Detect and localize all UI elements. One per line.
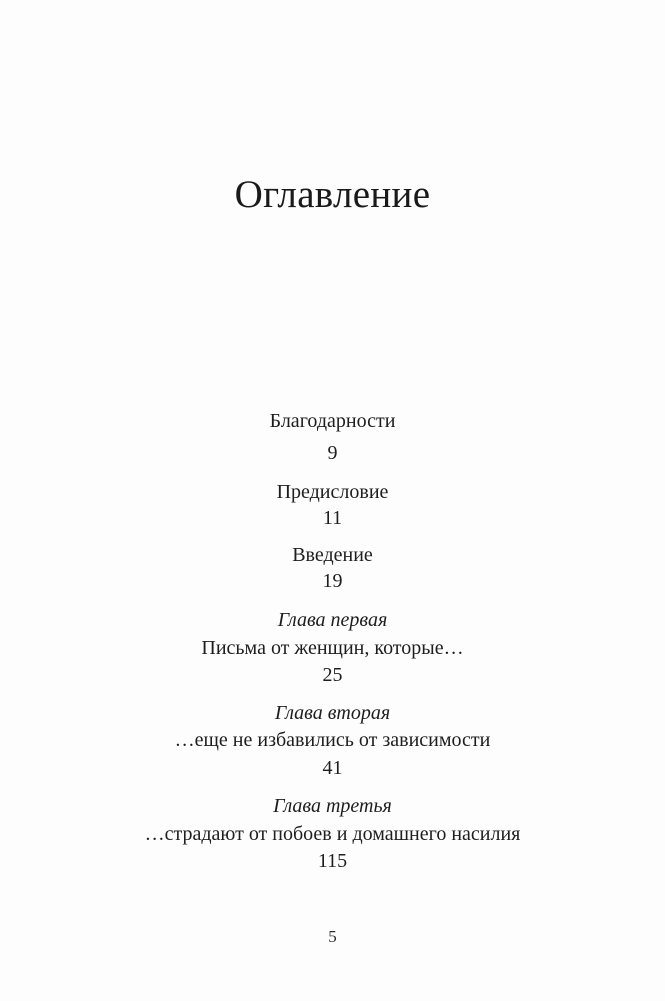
toc-entry-title[interactable]: …страдают от побоев и домашнего насилия: [144, 823, 521, 845]
toc-chapter-label: Глава третья: [273, 795, 392, 817]
toc-entry-page-number: 115: [317, 850, 348, 872]
toc-entry-page-number: 11: [322, 507, 343, 529]
toc-entry-title[interactable]: …еще не избавились от зависимости: [174, 729, 491, 751]
toc-entry-title[interactable]: Благодарности: [269, 410, 396, 432]
toc-entry-page-number: 19: [322, 570, 343, 592]
toc-entry-page-number: 9: [327, 442, 338, 464]
toc-entry-page-number: 25: [322, 664, 343, 686]
toc-entry-title[interactable]: Письма от женщин, которые…: [201, 637, 464, 659]
toc-entry-page-number: 41: [322, 757, 343, 779]
toc-chapter-label: Глава вторая: [274, 702, 391, 724]
toc-entry-title[interactable]: Введение: [292, 544, 373, 566]
page-title: Оглавление: [234, 173, 431, 216]
page-footer-number: 5: [328, 927, 337, 946]
toc-entry-title[interactable]: Предисловие: [276, 481, 389, 503]
toc-chapter-label: Глава первая: [277, 609, 388, 631]
